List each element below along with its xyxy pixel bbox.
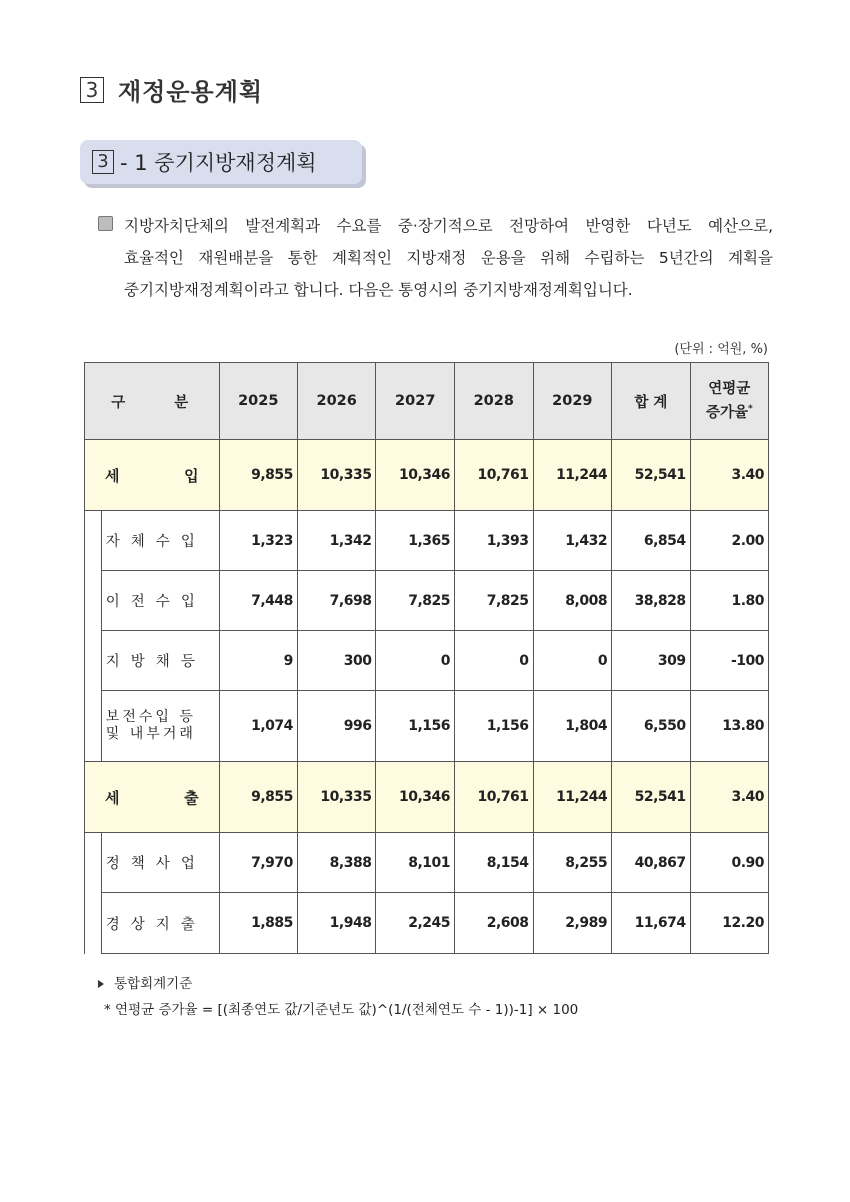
intro-paragraph: [98, 210, 773, 306]
row-label: 자체수입: [101, 511, 219, 571]
table-row: [85, 893, 769, 954]
header-year: 2029: [533, 363, 612, 440]
header-total: 합 계: [612, 363, 691, 440]
table-cell: 7,970: [219, 833, 297, 893]
table-cell: 1,074: [219, 691, 297, 762]
table-cell: 1.80: [690, 571, 768, 631]
table-cell: 6,550: [612, 691, 691, 762]
table-cell: 10,346: [376, 440, 455, 511]
table-cell: 2,245: [376, 893, 455, 954]
unit-label: (단위 : 억원, %): [674, 342, 768, 357]
table-header-row: [85, 363, 769, 440]
header-category: 구 분: [85, 363, 220, 440]
table-cell: 1,156: [455, 691, 534, 762]
subsection-title-text: - 1 중기지방재정계획: [120, 151, 317, 175]
section-number: 3: [80, 77, 104, 103]
table-cell: 38,828: [612, 571, 691, 631]
table-cell: 3.40: [690, 440, 768, 511]
subsection-title: [80, 140, 362, 184]
square-bullet-icon: [98, 216, 113, 231]
table-cell: 40,867: [612, 833, 691, 893]
table-cell: 0.90: [690, 833, 768, 893]
intro-line: 중기지방재정계획이라고 합니다. 다음은 통영시의 중기지방재정계획입니다.: [124, 281, 633, 299]
table-cell: 6,854: [612, 511, 691, 571]
table-cell: 1,432: [533, 511, 612, 571]
table-cell: 2.00: [690, 511, 768, 571]
table-cell: 11,244: [533, 762, 612, 833]
table-cell: 8,008: [533, 571, 612, 631]
budget-table: [84, 362, 769, 954]
table-cell: 1,323: [219, 511, 297, 571]
table-cell: 0: [533, 631, 612, 691]
basis-note: 통합회계기준: [98, 972, 192, 992]
table-cell: 8,101: [376, 833, 455, 893]
table-cell: 52,541: [612, 762, 691, 833]
table-cell: 10,335: [297, 762, 376, 833]
formula-note: * 연평균 증가율 = [(최종연도 값/기준년도 값)^(1/(전체연도 수 - 1))-1] × 100: [104, 1002, 579, 1018]
table-cell: 9: [219, 631, 297, 691]
table-cell: 52,541: [612, 440, 691, 511]
table-cell: 7,448: [219, 571, 297, 631]
table-cell: 300: [297, 631, 376, 691]
table-cell: 7,698: [297, 571, 376, 631]
table-cell: 8,388: [297, 833, 376, 893]
table-cell: 10,761: [455, 762, 534, 833]
revenue-label: 세 입: [85, 440, 220, 511]
table-cell: 1,804: [533, 691, 612, 762]
table-cell: 10,335: [297, 440, 376, 511]
row-label: 보전수입 등 및 내부거래: [101, 691, 219, 762]
triangle-bullet-icon: [98, 980, 104, 988]
table-cell: 7,825: [376, 571, 455, 631]
table-cell: 13.80: [690, 691, 768, 762]
revenue-total-row: [85, 440, 769, 511]
table-cell: 11,244: [533, 440, 612, 511]
table-cell: -100: [690, 631, 768, 691]
table-cell: 1,365: [376, 511, 455, 571]
table-cell: 996: [297, 691, 376, 762]
table-cell: 9,855: [219, 440, 297, 511]
expenditure-total-row: [85, 762, 769, 833]
header-year: 2028: [455, 363, 534, 440]
row-label: 이전수입: [101, 571, 219, 631]
header-year: 2025: [219, 363, 297, 440]
header-year: 2027: [376, 363, 455, 440]
table-row: [85, 511, 769, 571]
table-cell: 12.20: [690, 893, 768, 954]
table-row: [85, 691, 769, 762]
table-cell: 2,989: [533, 893, 612, 954]
table-cell: 1,393: [455, 511, 534, 571]
table-cell: 1,948: [297, 893, 376, 954]
intro-line: 지방자치단체의 발전계획과 수요를 중·장기적으로 전망하여 반영한 다년도 예산으로,: [124, 217, 773, 235]
table-cell: 9,855: [219, 762, 297, 833]
table-cell: 2,608: [455, 893, 534, 954]
table-cell: 1,342: [297, 511, 376, 571]
subsection-number: 3: [92, 150, 114, 174]
table-cell: 1,885: [219, 893, 297, 954]
table-cell: 8,154: [455, 833, 534, 893]
table-cell: 1,156: [376, 691, 455, 762]
table-row: [85, 631, 769, 691]
table-cell: 11,674: [612, 893, 691, 954]
table-cell: 0: [455, 631, 534, 691]
intro-line: 효율적인 재원배분을 통한 계획적인 지방재정 운용을 위해 수립하는 5년간의 계획을: [124, 249, 773, 267]
table-cell: 10,346: [376, 762, 455, 833]
section-title: [80, 72, 263, 107]
table-row: [85, 571, 769, 631]
table-row: [85, 833, 769, 893]
table-cell: 0: [376, 631, 455, 691]
table-cell: 10,761: [455, 440, 534, 511]
table-cell: 7,825: [455, 571, 534, 631]
table-cell: 8,255: [533, 833, 612, 893]
table-cell: 309: [612, 631, 691, 691]
row-label: 경상지출: [101, 893, 219, 954]
section-title-text: 재정운용계획: [118, 78, 264, 106]
row-label: 정책사업: [101, 833, 219, 893]
row-label: 지방채등: [101, 631, 219, 691]
header-year: 2026: [297, 363, 376, 440]
expenditure-label: 세 출: [85, 762, 220, 833]
table-cell: 3.40: [690, 762, 768, 833]
header-avg-growth: 연평균 증가율*: [690, 363, 768, 440]
